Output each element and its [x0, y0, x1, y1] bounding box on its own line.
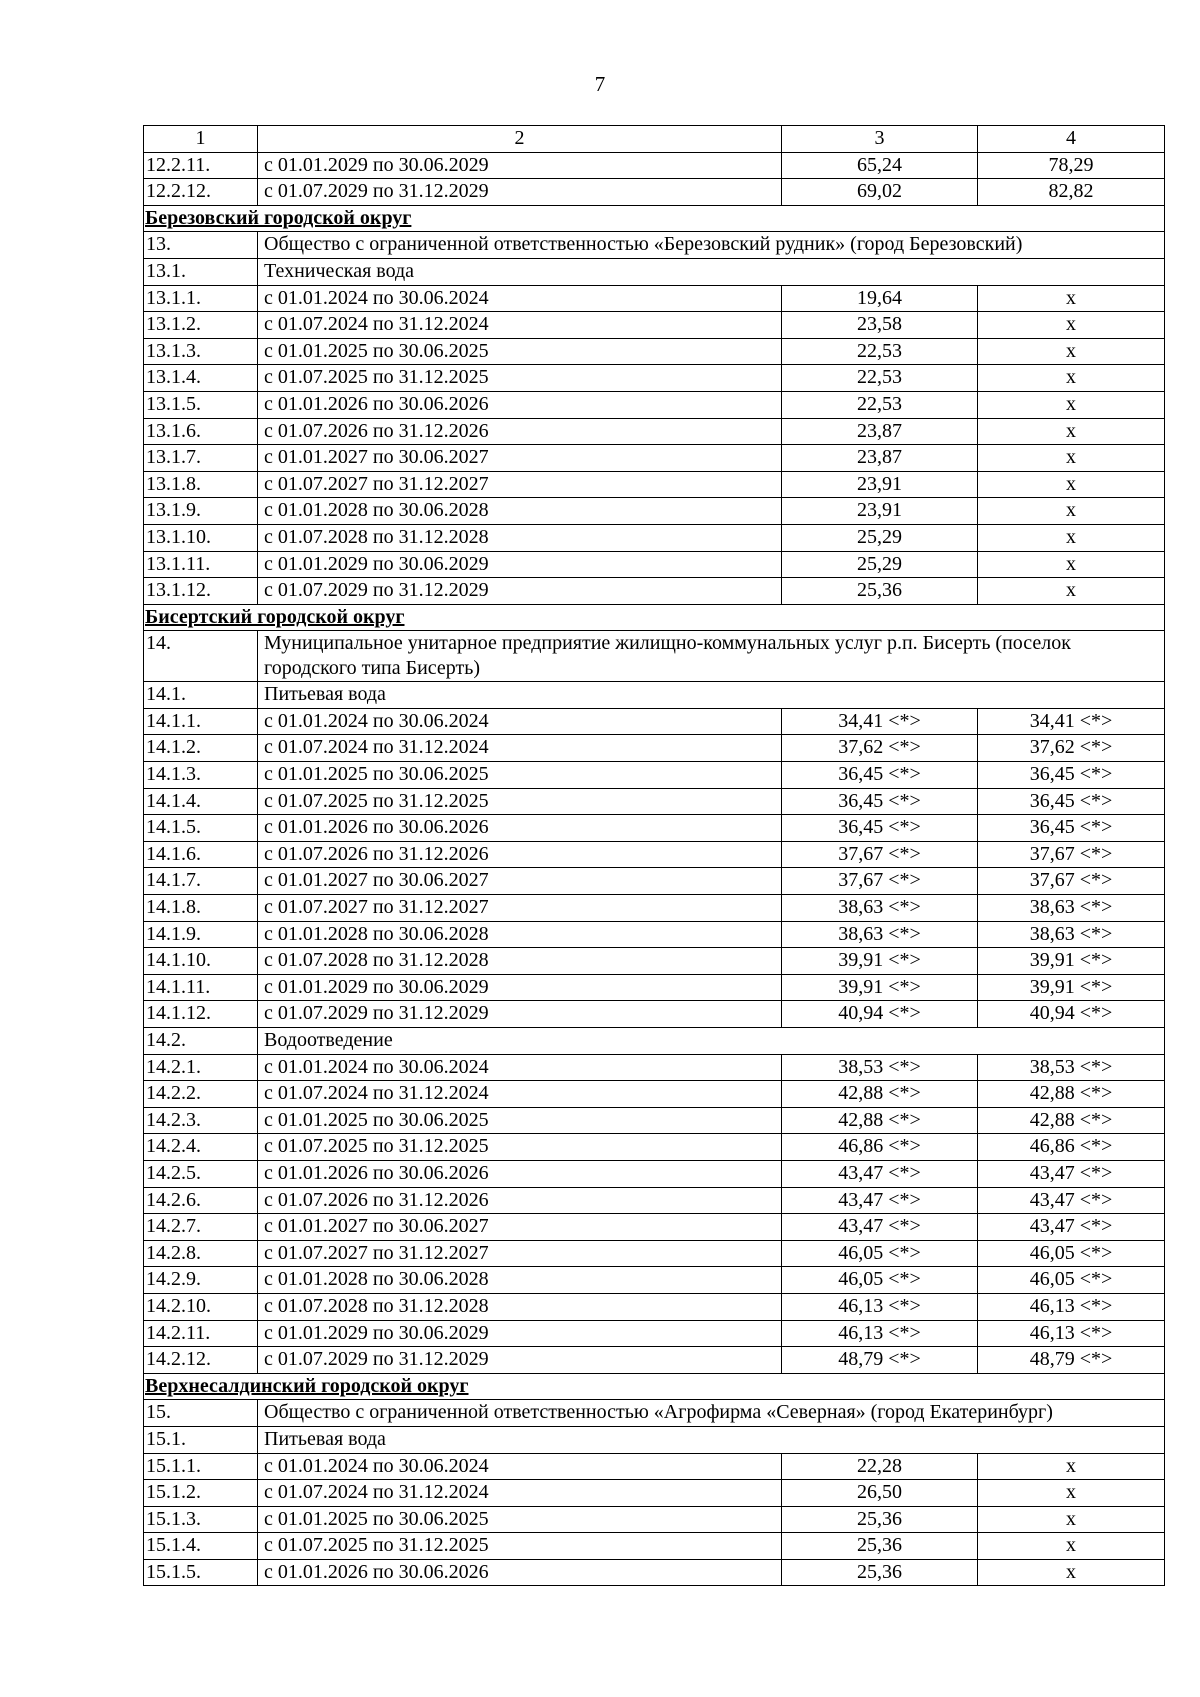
tariff-value-vat-cell: 42,88 <*> [978, 1081, 1165, 1108]
tariff-value-cell: 36,45 <*> [782, 788, 978, 815]
row-number: 13.1.9. [144, 498, 258, 525]
tariff-value-cell: 23,91 [782, 471, 978, 498]
row-number: 13.1.3. [144, 338, 258, 365]
table-row [144, 524, 1165, 551]
table-row [144, 1453, 1165, 1480]
period-cell: с 01.01.2029 по 30.06.2029 [258, 551, 782, 578]
table-row [144, 365, 1165, 392]
period-cell: с 01.01.2027 по 30.06.2027 [258, 868, 782, 895]
tariff-value-vat-cell: x [978, 1506, 1165, 1533]
tariff-value-cell: 43,47 <*> [782, 1187, 978, 1214]
row-number: 14. [144, 631, 258, 682]
tariff-value-vat-cell: 36,45 <*> [978, 762, 1165, 789]
period-cell: с 01.07.2027 по 31.12.2027 [258, 471, 782, 498]
tariff-value-cell: 23,58 [782, 312, 978, 339]
row-number: 15.1.4. [144, 1533, 258, 1560]
period-cell: с 01.07.2029 по 31.12.2029 [258, 578, 782, 605]
row-number: 13.1.8. [144, 471, 258, 498]
tariff-value-vat-cell: 46,13 <*> [978, 1320, 1165, 1347]
tariff-value-cell: 25,36 [782, 1506, 978, 1533]
section-header-row [144, 205, 1165, 232]
tariff-value-vat-cell: 36,45 <*> [978, 815, 1165, 842]
tariff-value-vat-cell: 46,86 <*> [978, 1134, 1165, 1161]
group-row [144, 258, 1165, 285]
tariff-value-cell: 39,91 <*> [782, 948, 978, 975]
section-title: Верхнесалдинский городской округ [144, 1373, 1165, 1400]
period-cell: с 01.01.2026 по 30.06.2026 [258, 815, 782, 842]
tariff-value-cell: 26,50 [782, 1480, 978, 1507]
period-cell: с 01.01.2025 по 30.06.2025 [258, 338, 782, 365]
tariff-value-vat-cell: x [978, 498, 1165, 525]
row-number: 15. [144, 1400, 258, 1427]
row-number: 13.1.6. [144, 418, 258, 445]
table-row [144, 1267, 1165, 1294]
group-title: Питьевая вода [258, 682, 1165, 709]
table-row [144, 868, 1165, 895]
table-row [144, 498, 1165, 525]
period-cell: с 01.01.2024 по 30.06.2024 [258, 1453, 782, 1480]
row-number: 12.2.11. [144, 152, 258, 179]
table-row [144, 974, 1165, 1001]
tariff-value-vat-cell: x [978, 365, 1165, 392]
group-title: Общество с ограниченной ответственностью «Березовский рудник» (город Березовский) [258, 232, 1165, 259]
tariff-value-cell: 22,53 [782, 391, 978, 418]
table-row [144, 418, 1165, 445]
row-number: 14.2.11. [144, 1320, 258, 1347]
row-number: 14.1.5. [144, 815, 258, 842]
tariff-value-vat-cell: 38,63 <*> [978, 921, 1165, 948]
period-cell: с 01.01.2028 по 30.06.2028 [258, 921, 782, 948]
tariff-value-cell: 39,91 <*> [782, 974, 978, 1001]
tariff-value-cell: 23,87 [782, 445, 978, 472]
tariff-value-vat-cell: x [978, 551, 1165, 578]
period-cell: с 01.07.2024 по 31.12.2024 [258, 312, 782, 339]
period-cell: с 01.01.2025 по 30.06.2025 [258, 1107, 782, 1134]
row-number: 14.2.7. [144, 1214, 258, 1241]
table-row [144, 921, 1165, 948]
period-cell: с 01.07.2025 по 31.12.2025 [258, 788, 782, 815]
tariff-value-cell: 22,53 [782, 338, 978, 365]
period-cell: с 01.07.2025 по 31.12.2025 [258, 1134, 782, 1161]
tariff-value-vat-cell: 48,79 <*> [978, 1347, 1165, 1374]
row-number: 13.1.1. [144, 285, 258, 312]
tariff-value-cell: 69,02 [782, 179, 978, 206]
row-number: 13.1.11. [144, 551, 258, 578]
period-cell: с 01.07.2025 по 31.12.2025 [258, 365, 782, 392]
tariff-value-cell: 38,63 <*> [782, 921, 978, 948]
period-cell: с 01.07.2027 по 31.12.2027 [258, 895, 782, 922]
row-number: 15.1.3. [144, 1506, 258, 1533]
row-number: 14.2.8. [144, 1240, 258, 1267]
period-cell: с 01.07.2029 по 31.12.2029 [258, 1001, 782, 1028]
tariff-value-vat-cell: x [978, 471, 1165, 498]
row-number: 13.1. [144, 258, 258, 285]
period-cell: с 01.01.2027 по 30.06.2027 [258, 445, 782, 472]
row-number: 14.2.1. [144, 1054, 258, 1081]
table-header-row [144, 126, 1165, 153]
tariff-value-cell: 25,36 [782, 578, 978, 605]
section-title: Бисертский городской округ [144, 604, 1165, 631]
group-row [144, 1400, 1165, 1427]
row-number: 14.2.9. [144, 1267, 258, 1294]
table-row [144, 948, 1165, 975]
tariff-value-cell: 40,94 <*> [782, 1001, 978, 1028]
tariff-value-vat-cell: 38,53 <*> [978, 1054, 1165, 1081]
table-row [144, 1160, 1165, 1187]
table-row [144, 312, 1165, 339]
tariff-value-vat-cell: 43,47 <*> [978, 1187, 1165, 1214]
period-cell: с 01.07.2025 по 31.12.2025 [258, 1533, 782, 1560]
tariff-value-cell: 25,29 [782, 551, 978, 578]
row-number: 14.2. [144, 1028, 258, 1055]
period-cell: с 01.01.2024 по 30.06.2024 [258, 285, 782, 312]
row-number: 14.1.8. [144, 895, 258, 922]
tariff-value-cell: 22,53 [782, 365, 978, 392]
period-cell: с 01.01.2029 по 30.06.2029 [258, 1320, 782, 1347]
tariff-value-vat-cell: x [978, 1559, 1165, 1586]
period-cell: с 01.01.2026 по 30.06.2026 [258, 1559, 782, 1586]
row-number: 14.1.9. [144, 921, 258, 948]
tariff-value-cell: 42,88 <*> [782, 1107, 978, 1134]
tariff-value-cell: 46,86 <*> [782, 1134, 978, 1161]
table-row [144, 578, 1165, 605]
group-title: Техническая вода [258, 258, 1165, 285]
row-number: 14.1.10. [144, 948, 258, 975]
group-row [144, 1426, 1165, 1453]
section-header-row [144, 1373, 1165, 1400]
header-cell: 2 [258, 126, 782, 153]
tariff-value-vat-cell: 42,88 <*> [978, 1107, 1165, 1134]
tariff-value-cell: 36,45 <*> [782, 762, 978, 789]
tariff-value-cell: 34,41 <*> [782, 708, 978, 735]
table-row [144, 338, 1165, 365]
tariff-value-vat-cell: x [978, 1453, 1165, 1480]
row-number: 13.1.12. [144, 578, 258, 605]
tariff-value-cell: 43,47 <*> [782, 1214, 978, 1241]
table-row [144, 1293, 1165, 1320]
table-row [144, 1559, 1165, 1586]
tariff-value-vat-cell: 39,91 <*> [978, 948, 1165, 975]
period-cell: с 01.07.2028 по 31.12.2028 [258, 524, 782, 551]
tariff-value-vat-cell: 39,91 <*> [978, 974, 1165, 1001]
table-row [144, 1054, 1165, 1081]
tariff-value-vat-cell: 37,67 <*> [978, 841, 1165, 868]
period-cell: с 01.07.2024 по 31.12.2024 [258, 1480, 782, 1507]
table-row [144, 841, 1165, 868]
group-row [144, 1028, 1165, 1055]
tariff-value-vat-cell: x [978, 391, 1165, 418]
tariff-value-cell: 25,29 [782, 524, 978, 551]
group-row [144, 682, 1165, 709]
tariff-value-cell: 38,63 <*> [782, 895, 978, 922]
period-cell: с 01.07.2028 по 31.12.2028 [258, 1293, 782, 1320]
table-row [144, 762, 1165, 789]
row-number: 14.2.5. [144, 1160, 258, 1187]
tariff-table [143, 125, 1165, 1586]
row-number: 15.1.5. [144, 1559, 258, 1586]
period-cell: с 01.01.2027 по 30.06.2027 [258, 1214, 782, 1241]
header-cell: 3 [782, 126, 978, 153]
tariff-value-cell: 37,67 <*> [782, 841, 978, 868]
row-number: 13.1.5. [144, 391, 258, 418]
tariff-value-cell: 37,67 <*> [782, 868, 978, 895]
tariff-value-vat-cell: 37,67 <*> [978, 868, 1165, 895]
table-row [144, 1134, 1165, 1161]
table-row [144, 1107, 1165, 1134]
tariff-value-vat-cell: x [978, 285, 1165, 312]
table-row [144, 445, 1165, 472]
group-title: Питьевая вода [258, 1426, 1165, 1453]
period-cell: с 01.01.2026 по 30.06.2026 [258, 391, 782, 418]
table-row [144, 1240, 1165, 1267]
table-row [144, 895, 1165, 922]
row-number: 14.2.10. [144, 1293, 258, 1320]
group-title: Водоотведение [258, 1028, 1165, 1055]
table-row [144, 1320, 1165, 1347]
period-cell: с 01.01.2028 по 30.06.2028 [258, 498, 782, 525]
tariff-value-cell: 42,88 <*> [782, 1081, 978, 1108]
table-row [144, 179, 1165, 206]
table-row [144, 1187, 1165, 1214]
period-cell: с 01.07.2027 по 31.12.2027 [258, 1240, 782, 1267]
period-cell: с 01.01.2025 по 30.06.2025 [258, 762, 782, 789]
period-cell: с 01.07.2026 по 31.12.2026 [258, 841, 782, 868]
tariff-value-vat-cell: 82,82 [978, 179, 1165, 206]
table-row [144, 471, 1165, 498]
period-cell: с 01.01.2029 по 30.06.2029 [258, 974, 782, 1001]
tariff-value-vat-cell: 78,29 [978, 152, 1165, 179]
tariff-value-cell: 43,47 <*> [782, 1160, 978, 1187]
header-cell: 1 [144, 126, 258, 153]
period-cell: с 01.07.2029 по 31.12.2029 [258, 1347, 782, 1374]
tariff-value-vat-cell: 46,05 <*> [978, 1240, 1165, 1267]
row-number: 14.1.1. [144, 708, 258, 735]
row-number: 14.1.4. [144, 788, 258, 815]
tariff-value-vat-cell: x [978, 578, 1165, 605]
period-cell: с 01.07.2024 по 31.12.2024 [258, 735, 782, 762]
row-number: 14.2.4. [144, 1134, 258, 1161]
tariff-value-vat-cell: 37,62 <*> [978, 735, 1165, 762]
tariff-value-cell: 65,24 [782, 152, 978, 179]
table-row [144, 708, 1165, 735]
period-cell: с 01.07.2028 по 31.12.2028 [258, 948, 782, 975]
period-cell: с 01.01.2024 по 30.06.2024 [258, 1054, 782, 1081]
row-number: 14.1. [144, 682, 258, 709]
row-number: 14.1.6. [144, 841, 258, 868]
table-row [144, 285, 1165, 312]
period-cell: с 01.01.2029 по 30.06.2029 [258, 152, 782, 179]
tariff-value-vat-cell: 46,05 <*> [978, 1267, 1165, 1294]
period-cell: с 01.07.2029 по 31.12.2029 [258, 179, 782, 206]
group-title: Муниципальное унитарное предприятие жилищно-коммунальных услуг р.п. Бисерть (поселок городского типа Бисерть) [258, 631, 1165, 682]
table-row [144, 152, 1165, 179]
period-cell: с 01.01.2026 по 30.06.2026 [258, 1160, 782, 1187]
row-number: 15.1.2. [144, 1480, 258, 1507]
tariff-value-cell: 46,05 <*> [782, 1240, 978, 1267]
table-row [144, 815, 1165, 842]
tariff-value-vat-cell: 38,63 <*> [978, 895, 1165, 922]
row-number: 14.1.2. [144, 735, 258, 762]
header-cell: 4 [978, 126, 1165, 153]
table-row [144, 1081, 1165, 1108]
tariff-value-cell: 36,45 <*> [782, 815, 978, 842]
tariff-value-cell: 25,36 [782, 1559, 978, 1586]
row-number: 13. [144, 232, 258, 259]
tariff-value-vat-cell: x [978, 418, 1165, 445]
tariff-value-cell: 23,91 [782, 498, 978, 525]
table-row [144, 1347, 1165, 1374]
tariff-value-cell: 19,64 [782, 285, 978, 312]
tariff-value-vat-cell: x [978, 1533, 1165, 1560]
row-number: 14.1.3. [144, 762, 258, 789]
period-cell: с 01.07.2026 по 31.12.2026 [258, 418, 782, 445]
tariff-value-vat-cell: x [978, 524, 1165, 551]
group-title: Общество с ограниченной ответственностью «Агрофирма «Северная» (город Екатеринбург) [258, 1400, 1165, 1427]
tariff-value-cell: 22,28 [782, 1453, 978, 1480]
tariff-table-body [144, 126, 1165, 1586]
table-row [144, 1533, 1165, 1560]
tariff-value-vat-cell: 34,41 <*> [978, 708, 1165, 735]
group-row [144, 232, 1165, 259]
row-number: 14.2.6. [144, 1187, 258, 1214]
row-number: 14.2.2. [144, 1081, 258, 1108]
table-row [144, 735, 1165, 762]
row-number: 13.1.7. [144, 445, 258, 472]
tariff-value-cell: 23,87 [782, 418, 978, 445]
tariff-value-vat-cell: 43,47 <*> [978, 1160, 1165, 1187]
row-number: 14.2.3. [144, 1107, 258, 1134]
row-number: 15.1. [144, 1426, 258, 1453]
tariff-value-vat-cell: 40,94 <*> [978, 1001, 1165, 1028]
period-cell: с 01.07.2026 по 31.12.2026 [258, 1187, 782, 1214]
row-number: 12.2.12. [144, 179, 258, 206]
group-row [144, 631, 1165, 682]
row-number: 15.1.1. [144, 1453, 258, 1480]
row-number: 14.1.12. [144, 1001, 258, 1028]
tariff-value-vat-cell: x [978, 338, 1165, 365]
table-row [144, 1506, 1165, 1533]
row-number: 14.1.7. [144, 868, 258, 895]
row-number: 13.1.2. [144, 312, 258, 339]
tariff-value-vat-cell: 36,45 <*> [978, 788, 1165, 815]
tariff-value-vat-cell: 46,13 <*> [978, 1293, 1165, 1320]
period-cell: с 01.01.2024 по 30.06.2024 [258, 708, 782, 735]
table-row [144, 788, 1165, 815]
table-row [144, 551, 1165, 578]
row-number: 14.2.12. [144, 1347, 258, 1374]
tariff-value-cell: 37,62 <*> [782, 735, 978, 762]
page-number: 7 [594, 72, 606, 96]
tariff-value-vat-cell: x [978, 445, 1165, 472]
tariff-value-vat-cell: 43,47 <*> [978, 1214, 1165, 1241]
section-header-row [144, 604, 1165, 631]
row-number: 13.1.10. [144, 524, 258, 551]
tariff-value-cell: 46,13 <*> [782, 1293, 978, 1320]
period-cell: с 01.07.2024 по 31.12.2024 [258, 1081, 782, 1108]
table-row [144, 1214, 1165, 1241]
period-cell: с 01.01.2025 по 30.06.2025 [258, 1506, 782, 1533]
tariff-value-cell: 46,13 <*> [782, 1320, 978, 1347]
period-cell: с 01.01.2028 по 30.06.2028 [258, 1267, 782, 1294]
table-row [144, 1480, 1165, 1507]
table-row [144, 391, 1165, 418]
tariff-value-vat-cell: x [978, 312, 1165, 339]
table-row [144, 1001, 1165, 1028]
section-title: Березовский городской округ [144, 205, 1165, 232]
tariff-value-cell: 46,05 <*> [782, 1267, 978, 1294]
row-number: 13.1.4. [144, 365, 258, 392]
tariff-value-cell: 38,53 <*> [782, 1054, 978, 1081]
row-number: 14.1.11. [144, 974, 258, 1001]
tariff-value-cell: 25,36 [782, 1533, 978, 1560]
tariff-value-vat-cell: x [978, 1480, 1165, 1507]
tariff-value-cell: 48,79 <*> [782, 1347, 978, 1374]
